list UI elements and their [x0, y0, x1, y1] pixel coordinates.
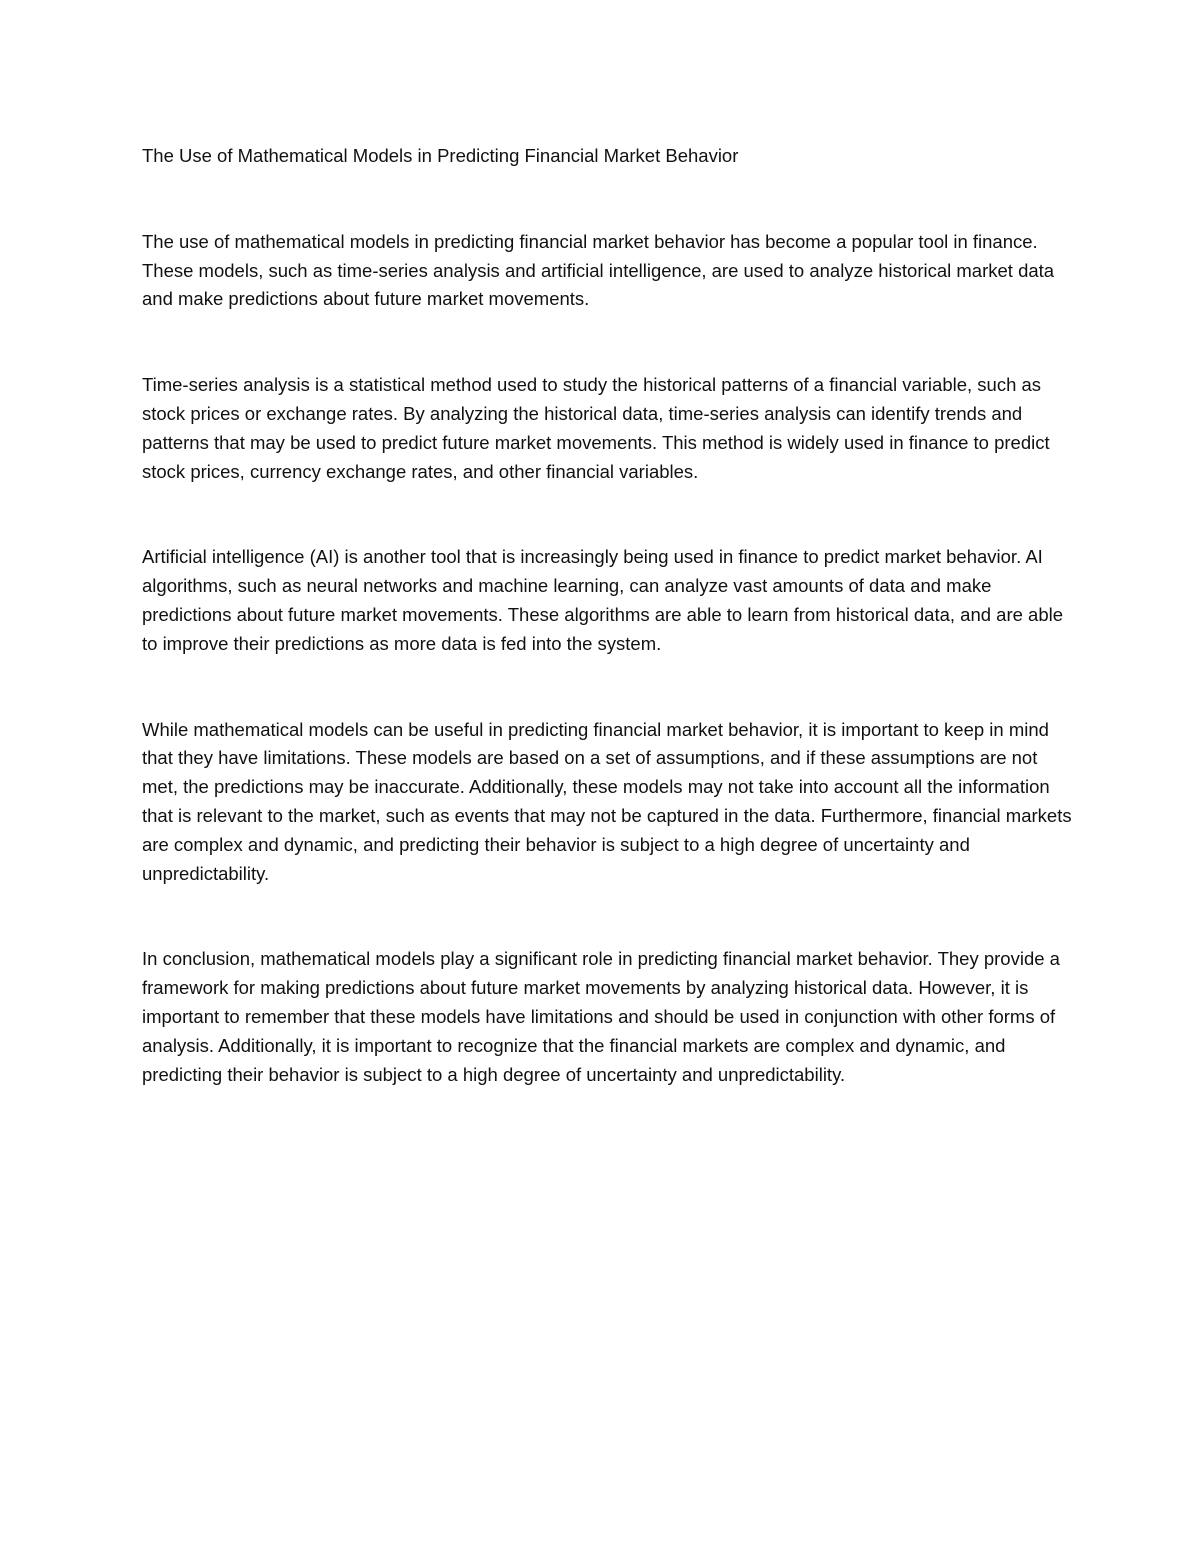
- document-body: [142, 142, 1072, 1089]
- paragraph-intro: The use of mathematical models in predicting financial market behavior has become a popular tool in finance. These models, such as time-series analysis and artificial intelligence, are used to analyze historical market data and make predictions about future market movements.: [142, 230, 1055, 310]
- paragraph-artificial-intelligence: Artificial intelligence (AI) is another tool that is increasingly being used in finance to predict market behavior. AI algorithms, such as neural networks and machine learning, can analyze vast amounts of data and make predictions about future market movements. These algorithms are able to learn from historical data, and are able to improve their predictions as more data is fed into the system.: [142, 546, 1064, 654]
- spacer: [142, 659, 1072, 716]
- spacer: [142, 888, 1072, 945]
- spacer: [142, 486, 1072, 543]
- paragraph-time-series: Time-series analysis is a statistical method used to study the historical patterns of a financial variable, such as stock prices or exchange rates. By analyzing the historical data, time-series analysis can identify trends and patterns that may be used to predict future market movements. This method is widely used in finance to predict stock prices, currency exchange rates, and other financial variables.: [142, 374, 1050, 482]
- paragraph-limitations: While mathematical models can be useful in predicting financial market behavior, it is important to keep in mind that they have limitations. These models are based on a set of assumptions, and if these assumptions are not met, the predictions may be inaccurate. Additionally, these models may not take into account all the information that is relevant to the market, such as events that may not be captured in the data. Furthermore, financial markets are complex and dynamic, and predicting their behavior is subject to a high degree of uncertainty and unpredictability.: [142, 718, 1072, 884]
- spacer: [142, 314, 1072, 371]
- document-title: The Use of Mathematical Models in Predicting Financial Market Behavior: [142, 145, 739, 166]
- spacer: [142, 171, 1072, 228]
- paragraph-conclusion: In conclusion, mathematical models play a significant role in predicting financial market behavior. They provide a framework for making predictions about future market movements by analyzing historical data. However, it is important to remember that these models have limitations and should be used in conjunction with other forms of analysis. Additionally, it is important to recognize that the financial markets are complex and dynamic, and predicting their behavior is subject to a high degree of uncertainty and unpredictability.: [142, 948, 1060, 1085]
